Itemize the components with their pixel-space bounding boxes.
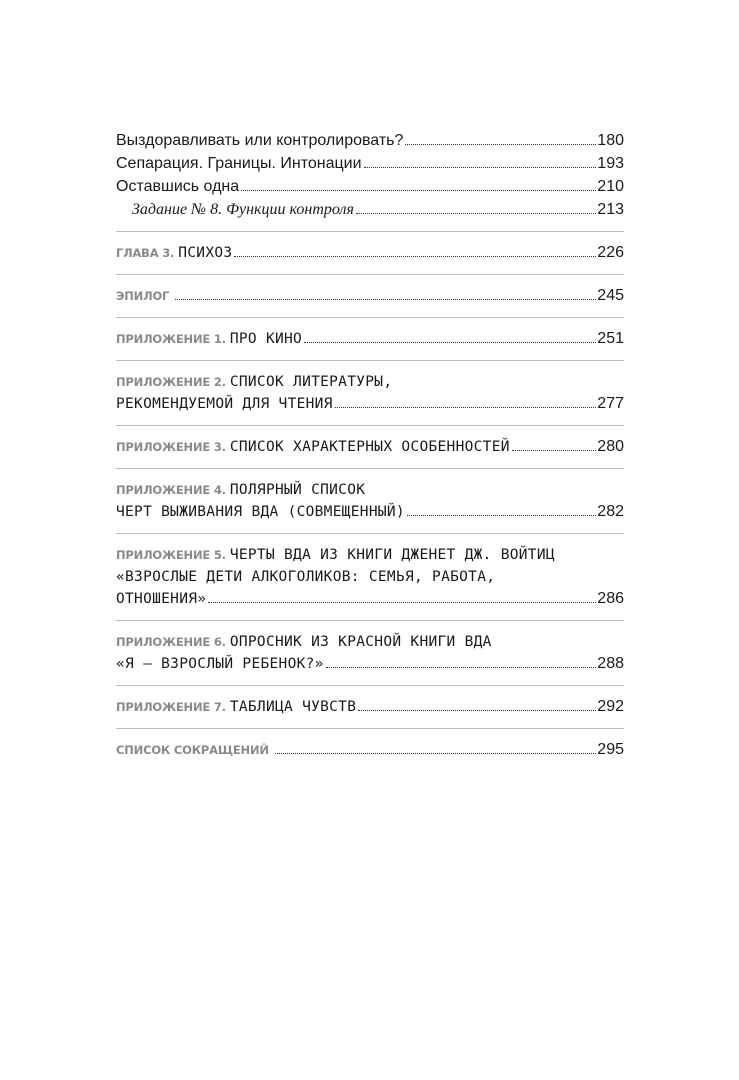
toc-entry <box>116 371 624 415</box>
entry-title: ПРО КИНО <box>229 331 303 347</box>
entry-page: 280 <box>597 438 624 455</box>
toc-row-task <box>116 199 624 221</box>
entry-page: 286 <box>597 590 624 607</box>
entry-title: СПИСОК ХАРАКТЕРНЫХ ОСОБЕННОСТЕЙ <box>229 439 510 455</box>
leader-dots <box>358 710 596 711</box>
toc-entry <box>116 696 624 718</box>
leader-dots <box>208 602 596 603</box>
toc-entry <box>116 242 624 264</box>
toc-row-title: Задание № 8. Функции контроля <box>132 201 354 218</box>
divider <box>116 231 624 232</box>
toc-row-page: 213 <box>597 201 624 218</box>
leader-dots <box>356 213 596 214</box>
divider <box>116 533 624 534</box>
entry-page: 277 <box>597 395 624 412</box>
entry-title-cont: ЧЕРТ ВЫЖИВАНИЯ ВДА (СОВМЕЩЕННЫЙ) <box>116 504 405 520</box>
toc-row <box>116 130 624 152</box>
entry-title: ПСИХОЗ <box>178 245 233 261</box>
entry-page: 251 <box>597 330 624 347</box>
toc-entry <box>116 479 624 523</box>
leader-dots <box>364 167 597 168</box>
entry-page: 226 <box>597 244 624 261</box>
entry-label: ПРИЛОЖЕНИЕ 5. <box>116 548 226 562</box>
divider <box>116 360 624 361</box>
entry-page: 245 <box>597 287 624 304</box>
entry-label: ЭПИЛОГ <box>116 289 170 303</box>
divider <box>116 728 624 729</box>
toc-row <box>116 176 624 198</box>
leader-dots <box>407 515 596 516</box>
entry-label: ПРИЛОЖЕНИЕ 6. <box>116 635 226 649</box>
section-list <box>116 130 624 221</box>
entry-title-cont: РЕКОМЕНДУЕМОЙ ДЛЯ ЧТЕНИЯ <box>116 396 333 412</box>
toc-entry <box>116 544 624 610</box>
entry-label: ПРИЛОЖЕНИЕ 3. <box>116 440 226 454</box>
toc-row-page: 210 <box>597 178 624 195</box>
toc-entry <box>116 436 624 458</box>
divider <box>116 425 624 426</box>
toc-entry <box>116 285 624 307</box>
entry-label: ПРИЛОЖЕНИЕ 2. <box>116 375 226 389</box>
entry-title-cont: ОТНОШЕНИЯ» <box>116 591 207 607</box>
entry-label: ПРИЛОЖЕНИЕ 7. <box>116 700 226 714</box>
leader-dots <box>275 753 596 754</box>
toc-row-page: 180 <box>597 132 624 149</box>
entry-title: СПИСОК ЛИТЕРАТУРЫ, <box>229 374 393 390</box>
leader-dots <box>405 144 596 145</box>
toc-row-title: Оставшись одна <box>116 178 240 195</box>
leader-dots <box>234 256 596 257</box>
entry-label: ГЛАВА 3. <box>116 246 175 260</box>
leader-dots <box>175 299 596 300</box>
toc-row-page: 193 <box>597 155 624 172</box>
toc-entry <box>116 328 624 350</box>
entry-label: СПИСОК СОКРАЩЕНИЙ <box>116 743 269 757</box>
leader-dots <box>326 667 597 668</box>
divider <box>116 620 624 621</box>
divider <box>116 274 624 275</box>
entry-page: 288 <box>597 655 624 672</box>
leader-dots <box>335 407 597 408</box>
entry-page: 292 <box>597 698 624 715</box>
entry-title: ЧЕРТЫ ВДА ИЗ КНИГИ ДЖЕНЕТ ДЖ. ВОЙТИЦ <box>229 547 555 563</box>
entry-page: 282 <box>597 503 624 520</box>
entry-label: ПРИЛОЖЕНИЕ 4. <box>116 483 226 497</box>
toc-entry <box>116 739 624 761</box>
entry-title-cont: «Я — ВЗРОСЛЫЙ РЕБЕНОК?» <box>116 656 324 672</box>
entry-title: ТАБЛИЦА ЧУВСТВ <box>229 699 357 715</box>
entry-title: ПОЛЯРНЫЙ СПИСОК <box>229 482 366 498</box>
divider <box>116 468 624 469</box>
divider <box>116 317 624 318</box>
entry-title: ОПРОСНИК ИЗ КРАСНОЙ КНИГИ ВДА <box>229 634 492 650</box>
divider <box>116 685 624 686</box>
leader-dots <box>241 190 596 191</box>
toc-row-title: Сепарация. Границы. Интонации <box>116 155 362 172</box>
toc-row <box>116 153 624 175</box>
table-of-contents <box>116 130 624 761</box>
entry-title-cont: «ВЗРОСЛЫЕ ДЕТИ АЛКОГОЛИКОВ: СЕМЬЯ, РАБОТА, <box>116 569 496 585</box>
entry-label: ПРИЛОЖЕНИЕ 1. <box>116 332 226 346</box>
toc-row-title: Выздоравливать или контролировать? <box>116 132 404 149</box>
leader-dots <box>512 450 597 451</box>
entry-page: 295 <box>597 741 624 758</box>
leader-dots <box>304 342 596 343</box>
toc-entry <box>116 631 624 675</box>
